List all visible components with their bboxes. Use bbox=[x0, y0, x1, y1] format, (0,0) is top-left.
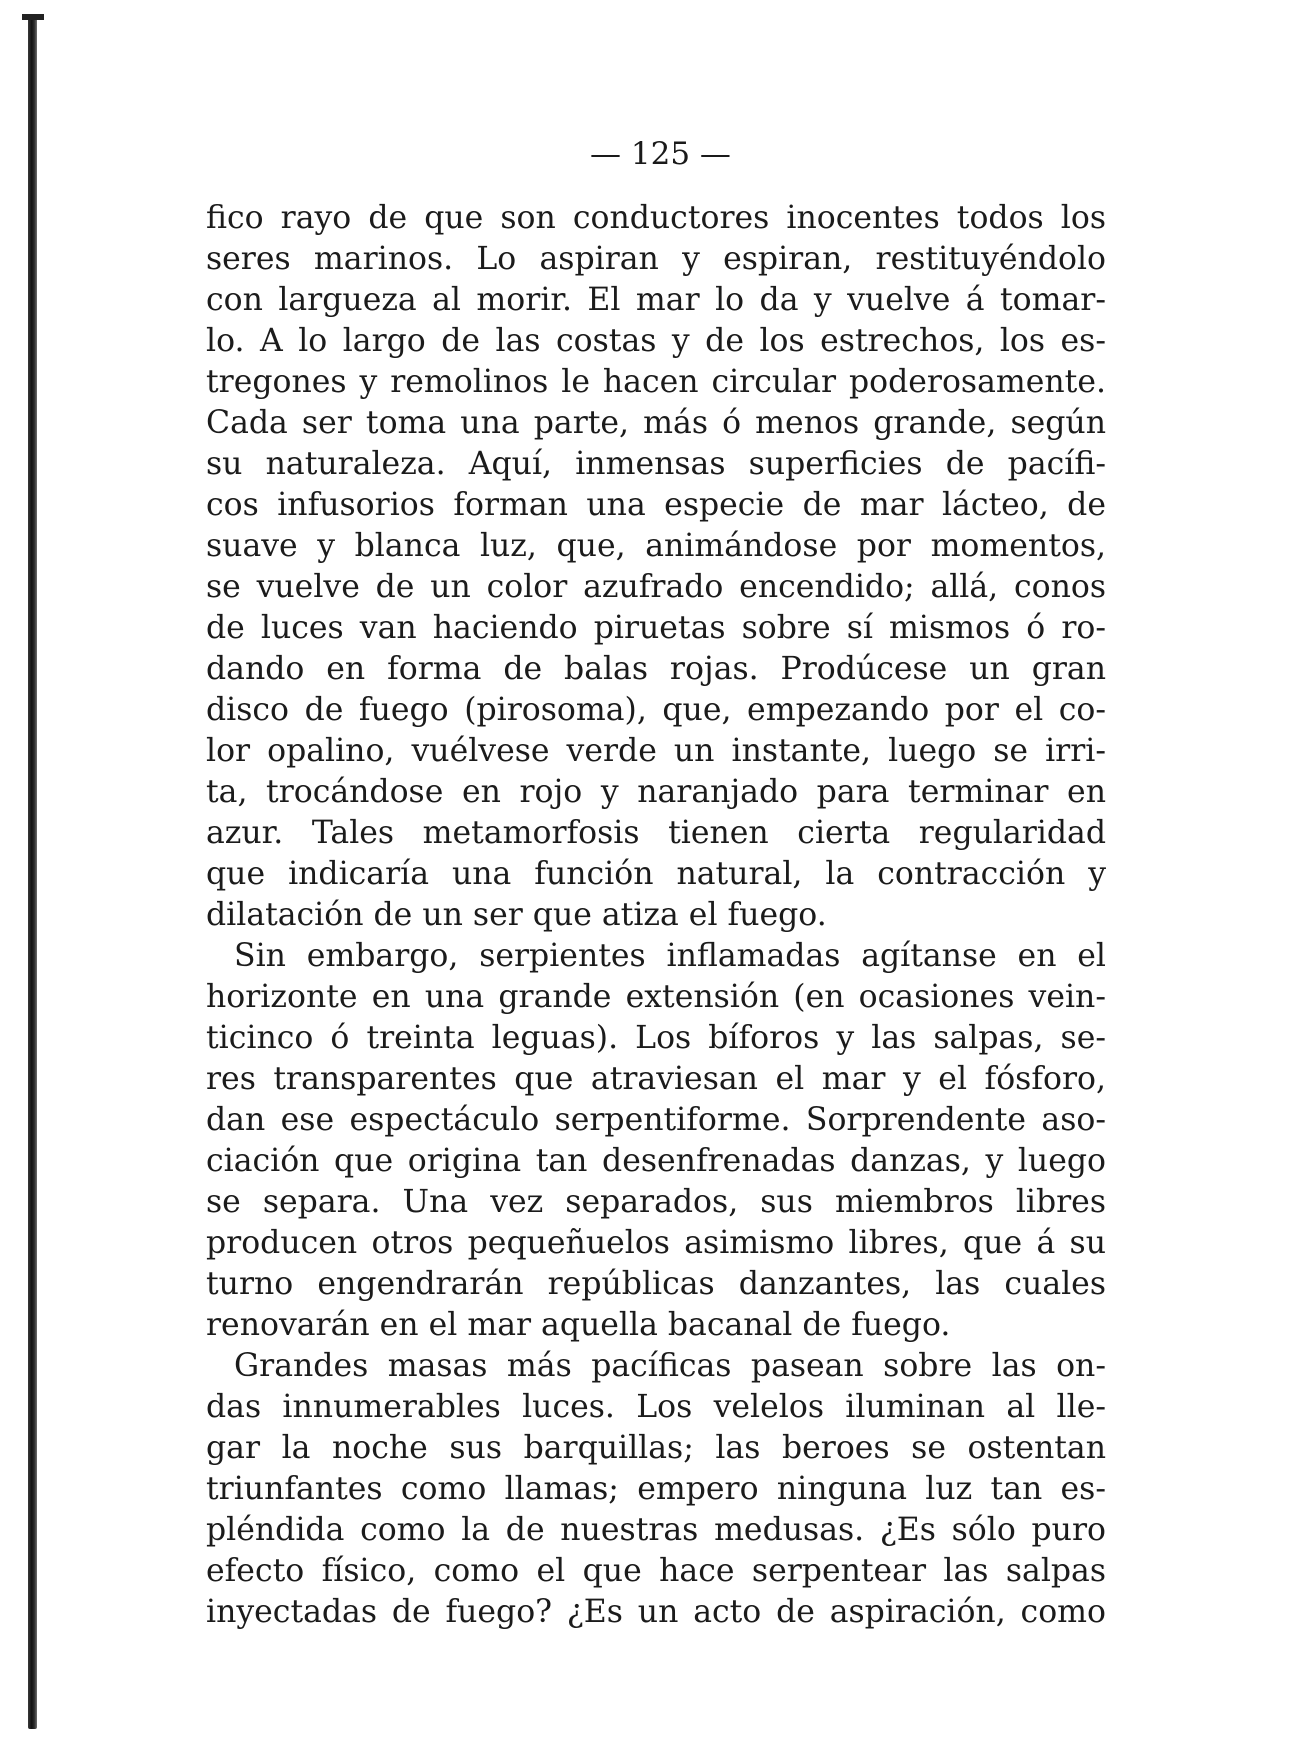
text-line: dando en forma de balas rojas. Prodúcese un gran bbox=[206, 651, 1106, 687]
text-line: horizonte en una grande extensión (en ocasiones vein- bbox=[206, 979, 1106, 1015]
text-line: efecto físico, como el que hace serpentear las salpas bbox=[206, 1553, 1106, 1589]
text-line: ta, trocándose en rojo y naranjado para terminar en bbox=[206, 774, 1106, 810]
text-line: Grandes masas más pacíficas pasean sobre las on- bbox=[234, 1348, 1106, 1384]
text-line: lo. A lo largo de las costas y de los estrechos, los es- bbox=[206, 323, 1106, 359]
text-line: Cada ser toma una parte, más ó menos grande, según bbox=[206, 405, 1106, 441]
paragraph bbox=[206, 936, 1106, 1346]
text-line: azur. Tales metamorfosis tienen cierta regularidad bbox=[206, 815, 1106, 851]
paragraph bbox=[206, 1346, 1106, 1633]
text-line: inyectadas de fuego? ¿Es un acto de aspiración, como bbox=[206, 1594, 1106, 1630]
text-line: con largueza al morir. El mar lo da y vuelve á tomar- bbox=[206, 282, 1106, 318]
text-line: das innumerables luces. Los velelos iluminan al lle- bbox=[206, 1389, 1106, 1425]
text-line: dan ese espectáculo serpentiforme. Sorprendente aso- bbox=[206, 1102, 1106, 1138]
text-line: su naturaleza. Aquí, inmensas superficies de pacífi- bbox=[206, 446, 1106, 482]
text-line: tregones y remolinos le hacen circular poderosamente. bbox=[206, 364, 1106, 400]
text-line: de luces van haciendo piruetas sobre sí mismos ó ro- bbox=[206, 610, 1106, 646]
text-line: ticinco ó treinta leguas). Los bíforos y las salpas, se- bbox=[206, 1020, 1106, 1056]
text-line: se separa. Una vez separados, sus miembros libres bbox=[206, 1184, 1106, 1220]
text-line: dilatación de un ser que atiza el fuego. bbox=[206, 897, 827, 933]
text-line: ciación que origina tan desenfrenadas danzas, y luego bbox=[206, 1143, 1106, 1179]
text-line: res transparentes que atraviesan el mar y el fósforo, bbox=[206, 1061, 1106, 1097]
text-line: producen otros pequeñuelos asimismo libres, que á su bbox=[206, 1225, 1106, 1261]
text-line: suave y blanca luz, que, animándose por momentos, bbox=[206, 528, 1106, 564]
body-text bbox=[206, 198, 1106, 1633]
paragraph bbox=[206, 198, 1106, 936]
text-line: triunfantes como llamas; empero ninguna luz tan es- bbox=[206, 1471, 1106, 1507]
text-line: cos infusorios forman una especie de mar lácteo, de bbox=[206, 487, 1106, 523]
page-binding-edge bbox=[28, 14, 37, 1729]
text-line: que indicaría una función natural, la contracción y bbox=[206, 856, 1106, 892]
text-line: fico rayo de que son conductores inocentes todos los bbox=[206, 200, 1106, 236]
text-line: disco de fuego (pirosoma), que, empezando por el co- bbox=[206, 692, 1106, 728]
text-line: Sin embargo, serpientes inflamadas agítanse en el bbox=[234, 938, 1106, 974]
text-line: renovarán en el mar aquella bacanal de fuego. bbox=[206, 1307, 951, 1343]
page-number: — 125 — bbox=[590, 136, 731, 172]
text-line: turno engendrarán repúblicas danzantes, las cuales bbox=[206, 1266, 1106, 1302]
text-line: pléndida como la de nuestras medusas. ¿Es sólo puro bbox=[206, 1512, 1106, 1548]
text-line: lor opalino, vuélvese verde un instante, luego se irri- bbox=[206, 733, 1106, 769]
text-line: seres marinos. Lo aspiran y espiran, restituyéndolo bbox=[206, 241, 1106, 277]
text-line: gar la noche sus barquillas; las beroes se ostentan bbox=[206, 1430, 1106, 1466]
text-line: se vuelve de un color azufrado encendido; allá, conos bbox=[206, 569, 1106, 605]
